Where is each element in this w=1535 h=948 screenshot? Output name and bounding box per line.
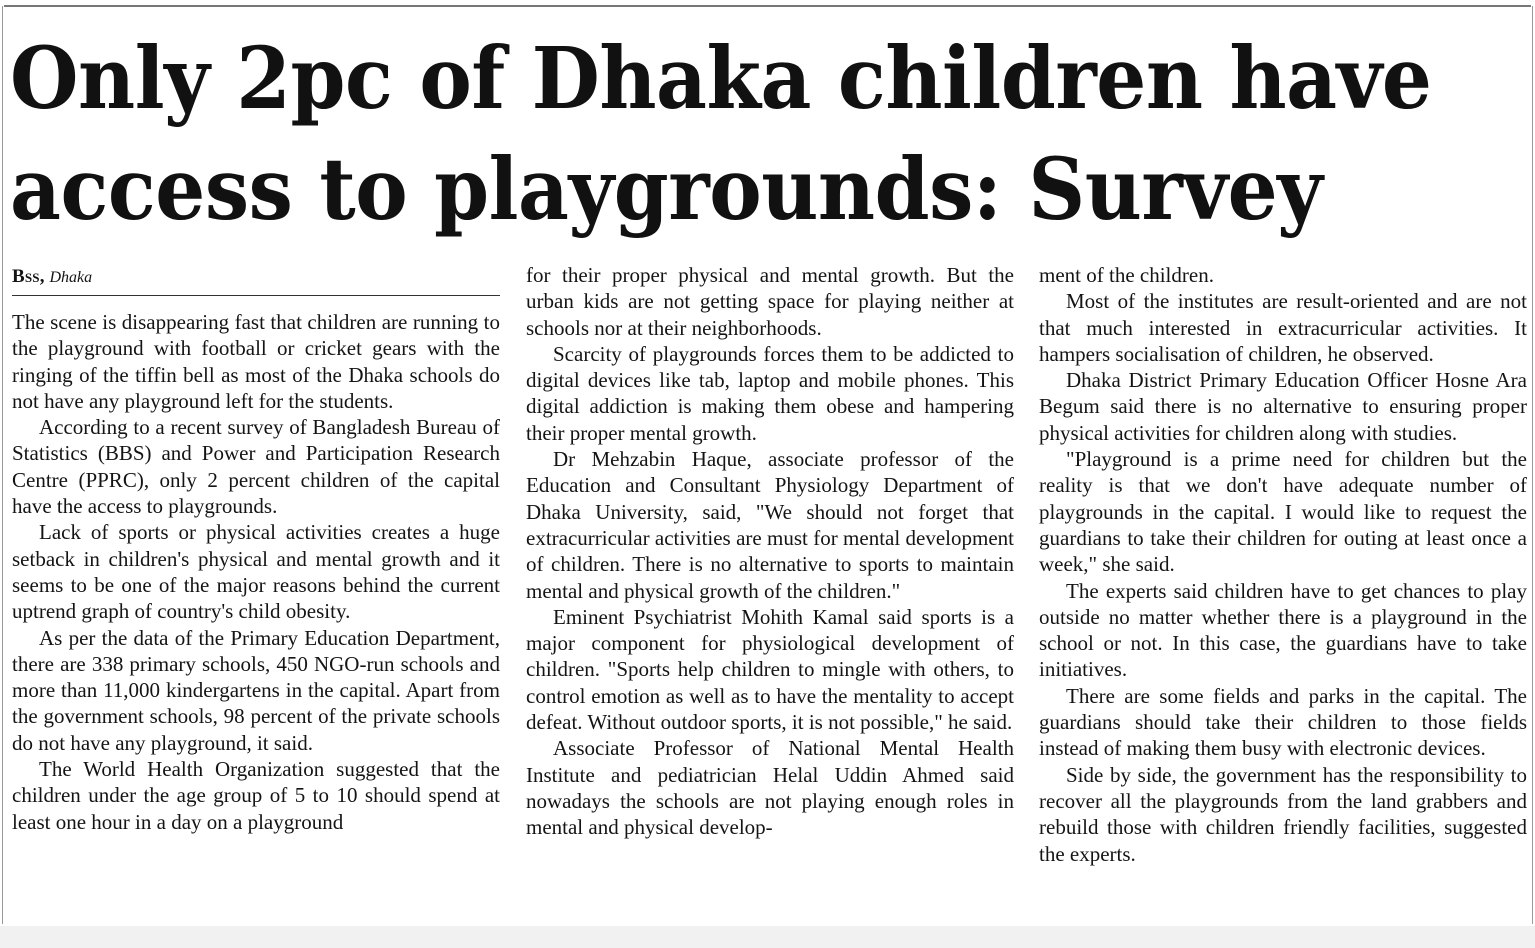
paragraph: Dr Mehzabin Haque, associate professor of the Education and Consultant Physiology Department of Dhaka University, said, "We should not forget that extracurricular activities are must for mental development of children. There is no alternative to sports to maintain mental and physical growth of the children." — [526, 447, 1014, 603]
headline — [10, 24, 1432, 246]
paragraph-continued: for their proper physical and mental growth. But the urban kids are not getting space for playing neither at schools nor at their neighborhoods. — [526, 263, 1014, 340]
paragraph: Side by side, the government has the responsibility to recover all the playgrounds from the land grabbers and rebuild those with children friendly facilities, suggested the experts. — [1039, 762, 1527, 866]
left-edge-rule — [2, 6, 3, 924]
paragraph: According to a recent survey of Bangladesh Bureau of Statistics (BBS) and Power and Participation Research Centre (PPRC), only 2 percent children of the capital have the access to playgrounds. — [12, 415, 500, 519]
paragraph: There are some fields and parks in the capital. The guardians should take their children to those fields instead of making them busy with electronic devices. — [1039, 683, 1527, 761]
paragraph: Most of the institutes are result-oriented and are not that much interested in extracurricular activities. It hampers socialisation of children, he observed. — [1039, 289, 1527, 366]
paragraph: Scarcity of playgrounds forces them to be addicted to digital devices like tab, laptop and mobile phones. This digital addiction is making them obese and hampering their proper mental growth. — [526, 341, 1014, 445]
paragraph: As per the data of the Primary Education Department, there are 338 primary schools, 450 NGO-run schools and more than 11,000 kindergartens in the capital. Apart from the government schools, 98 percent of the private schools do not have any playground, it said. — [12, 625, 500, 755]
paragraph: The experts said children have to get chances to play outside no matter whether there is a playground in the school or not. In this case, the guardians have to take initiatives. — [1039, 578, 1527, 682]
byline-agency: Bss, — [12, 266, 45, 287]
paragraph: Lack of sports or physical activities creates a huge setback in children's physical and mental growth and it seems to be one of the major reasons behind the current uptrend graph of country's child obesity. — [12, 520, 500, 624]
article-column-3 — [1039, 262, 1527, 867]
paragraph-continued: ment of the children. — [1039, 263, 1214, 287]
headline-line-2: access to playgrounds: Survey — [10, 140, 1323, 240]
article-column-1 — [12, 262, 500, 835]
paragraph: The World Health Organization suggested that the children under the age group of 5 to 10 should spend at least one hour in a day on a playground — [12, 757, 500, 834]
byline-rule — [12, 295, 500, 296]
paragraph: Eminent Psychiatrist Mohith Kamal said sports is a major component for physiological development of children. "Sports help children to mingle with others, to control emotion as well as to have the mentality to accept defeat. Without outdoor sports, it is not possible," he said. — [526, 604, 1014, 735]
paragraph: "Playground is a prime need for children but the reality is that we don't have adequate number of playgrounds in the capital. I would like to request the guardians to take their children for outing at least once a week," she said. — [1039, 447, 1527, 577]
paragraph: Dhaka District Primary Education Officer Hosne Ara Begum said there is no alternative to ensuring proper physical activities for children along with studies. — [1039, 368, 1527, 445]
paragraph: Associate Professor of National Mental Health Institute and pediatrician Helal Uddin Ahmed said nowadays the schools are not playing enough roles in mental and physical develop- — [526, 736, 1014, 840]
right-edge-rule — [1532, 6, 1533, 924]
headline-line-1: Only 2pc of Dhaka children have — [10, 29, 1432, 129]
top-rule — [4, 5, 1531, 7]
byline-dateline: Dhaka — [49, 269, 93, 286]
article-column-2 — [526, 262, 1014, 841]
byline — [12, 262, 500, 295]
paragraph: The scene is disappearing fast that children are running to the playground with football or cricket gears with the ringing of the tiffin bell as most of the Dhaka schools do not have any playground left for the students. — [12, 310, 500, 413]
bottom-band — [0, 926, 1535, 948]
